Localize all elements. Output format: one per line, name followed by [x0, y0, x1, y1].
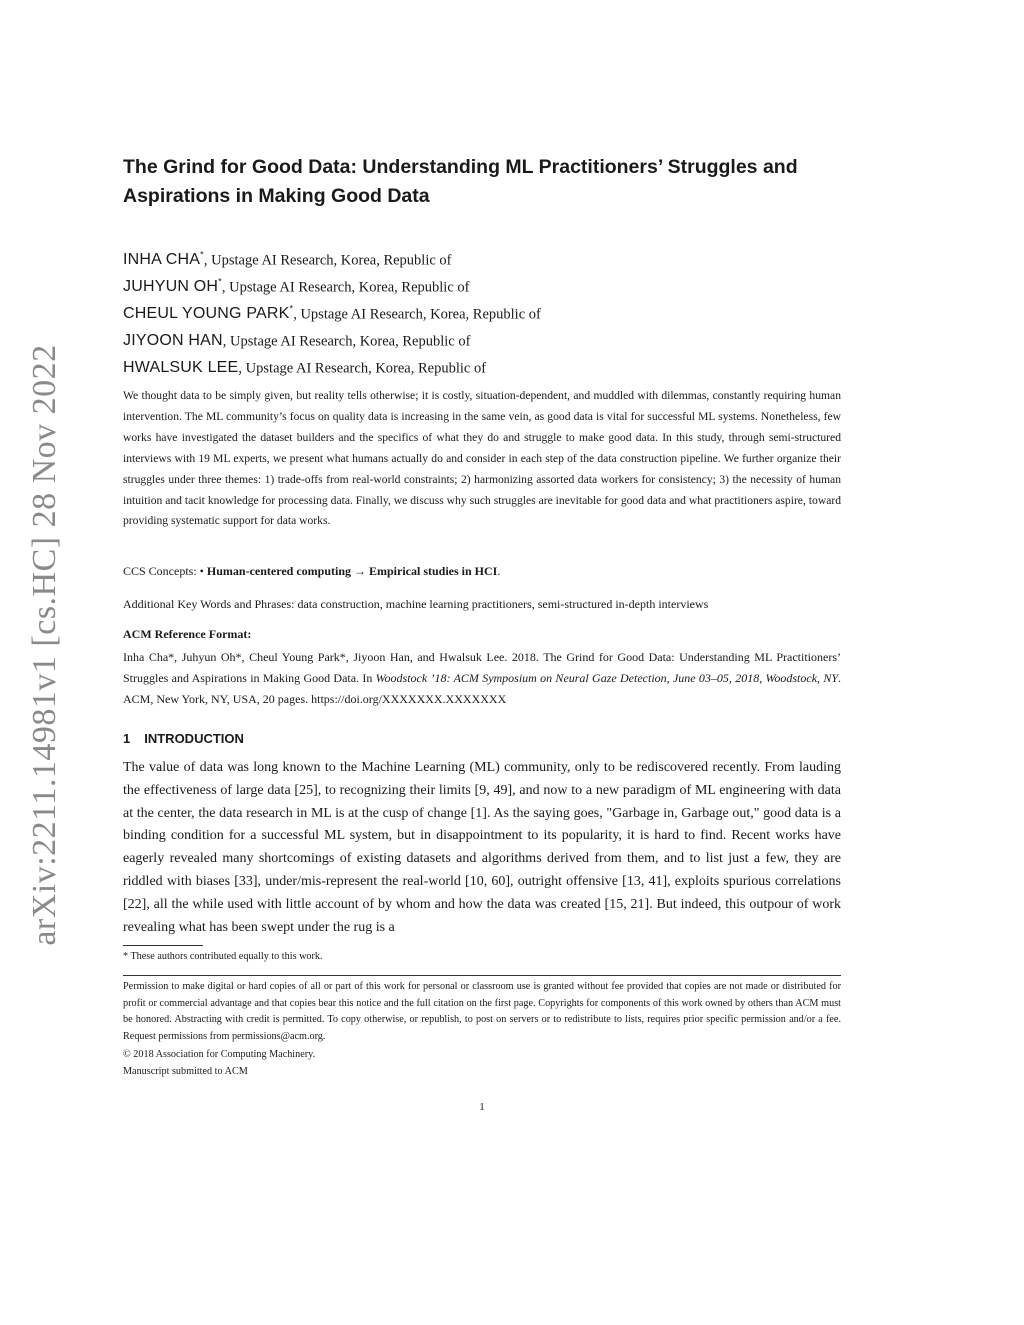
acm-doi-text: . ACM, New York, NY, USA, 20 pages. https://doi.org/XXXXXXX.XXXXXXX	[123, 671, 842, 706]
keywords: Additional Key Words and Phrases: data construction, machine learning practitioners, semi-structured in-depth interviews	[123, 597, 709, 611]
author-affiliation: , Upstage AI Research, Korea, Republic of	[203, 252, 452, 269]
paper-title: The Grind for Good Data: Understanding ML Practitioners’ Struggles and Aspirations in Making Good Data	[123, 156, 798, 207]
manuscript-line: Manuscript submitted to ACM	[123, 1065, 248, 1077]
author-affiliation: , Upstage AI Research, Korea, Republic of	[238, 360, 487, 377]
section-heading: 1 INTRODUCTION	[123, 731, 244, 746]
footnote-rule	[123, 945, 203, 946]
author-entry	[123, 242, 541, 269]
footnote: * These authors contributed equally to this work.	[123, 951, 323, 962]
author-list	[123, 242, 541, 377]
arxiv-identifier: arXiv:2211.14981v1 [cs.HC] 28 Nov 2022	[26, 344, 63, 946]
permission-notice: Permission to make digital or hard copies of all or part of this work for personal or classroom use is granted without fee provided that copies are not made or distributed for profit or commercial advantage and that copies bear this notice and the full citation on the first page. Copyrights for components of this work owned by others than ACM must be honored. Abstracting with credit is permitted. To copy otherwise, or republish, to post on servers or to redistribute to lists, requires prior specific permission and/or a fee. Request permissions from permissions@acm.org.	[123, 981, 841, 1042]
author-name: HWALSUK LEE	[123, 359, 239, 377]
author-name: CHEUL YOUNG PARK*	[123, 304, 294, 323]
author-entry	[123, 269, 541, 296]
author-entry	[123, 296, 541, 323]
copyright-line: © 2018 Association for Computing Machinery.	[123, 1049, 316, 1060]
copyright-block	[123, 1047, 315, 1080]
author-affiliation: , Upstage AI Research, Korea, Republic of	[293, 306, 541, 323]
acm-reference: Inha Cha*, Juhyun Oh*, Cheul Young Park*, Jiyoon Han, and Hwalsuk Lee. 2018. The Grind for Good Data: Understanding ML Practitioners’ Struggles and Aspirations in Making Good Data. In Woodstock ’18: ACM Symposium on Neural Gaze Detection, June 03–05, 2018, Woodstock, NY. ACM, New York, NY, USA, 20 pages. https://doi.org/XXXXXXX.XXXXXXX	[123, 650, 842, 706]
author-entry	[123, 323, 541, 350]
page-number: 1	[479, 1101, 485, 1113]
acm-reference-heading: ACM Reference Format:	[123, 627, 252, 641]
ccs-concepts: CCS Concepts: • Human-centered computing → Empirical studies in HCI.	[123, 564, 501, 578]
author-affiliation: , Upstage AI Research, Korea, Republic of	[221, 279, 470, 296]
arxiv-sidebar	[0, 340, 90, 950]
author-name: INHA CHA*	[123, 250, 204, 269]
permission-rule	[123, 975, 841, 976]
author-affiliation: , Upstage AI Research, Korea, Republic of	[222, 333, 471, 350]
intro-paragraph: The value of data was long known to the Machine Learning (ML) community, only to be rediscovered recently. From lauding the effectiveness of large data [25], to recognizing their limits [9, 49], and now to a new paradigm of ML engineering with data at the center, the data research in ML is at the cusp of change [1]. As the saying goes, "Garbage in, Garbage out," good data is a binding condition for a successful ML system, but in disappointment to its popularity, it is hard to find. Recent works have eagerly revealed many shortcomings of existing datasets and algorithms derived from them, and to list just a few, they are riddled with biases [33], under/mis-represent the real-world [10, 60], outright offensive [13, 41], exploits spurious correlations [22], all the while used with little account of by whom and how the data was created [15, 21]. But indeed, this outpour of work revealing what has been swept under the rug is a	[123, 760, 841, 935]
acm-venue: Woodstock ’18: ACM Symposium on Neural Gaze Detection, June 03–05, 2018, Woodstock, NY	[375, 671, 839, 685]
abstract: We thought data to be simply given, but reality tells otherwise; it is costly, situation-dependent, and muddled with dilemmas, constantly requiring human intervention. The ML community’s focus on quality data is increasing in the same vein, as good data is vital for successful ML systems. Nonetheless, few works have investigated the dataset builders and the specifics of what they do and struggle to make good data. In this study, through semi-structured interviews with 19 ML experts, we present what humans actually do and consider in each step of the data construction pipeline. We further organize their struggles under three themes: 1) trade-offs from real-world constraints; 2) harmonizing assorted data workers for consistency; 3) the necessity of human intuition and tacit knowledge for processing data. Finally, we discuss why such struggles are inevitable for good data and what practitioners aspire, toward providing systematic support for data works.	[123, 389, 841, 528]
author-entry	[123, 350, 541, 377]
author-name: JUHYUN OH*	[123, 277, 222, 296]
author-name: JIYOON HAN	[123, 332, 223, 350]
